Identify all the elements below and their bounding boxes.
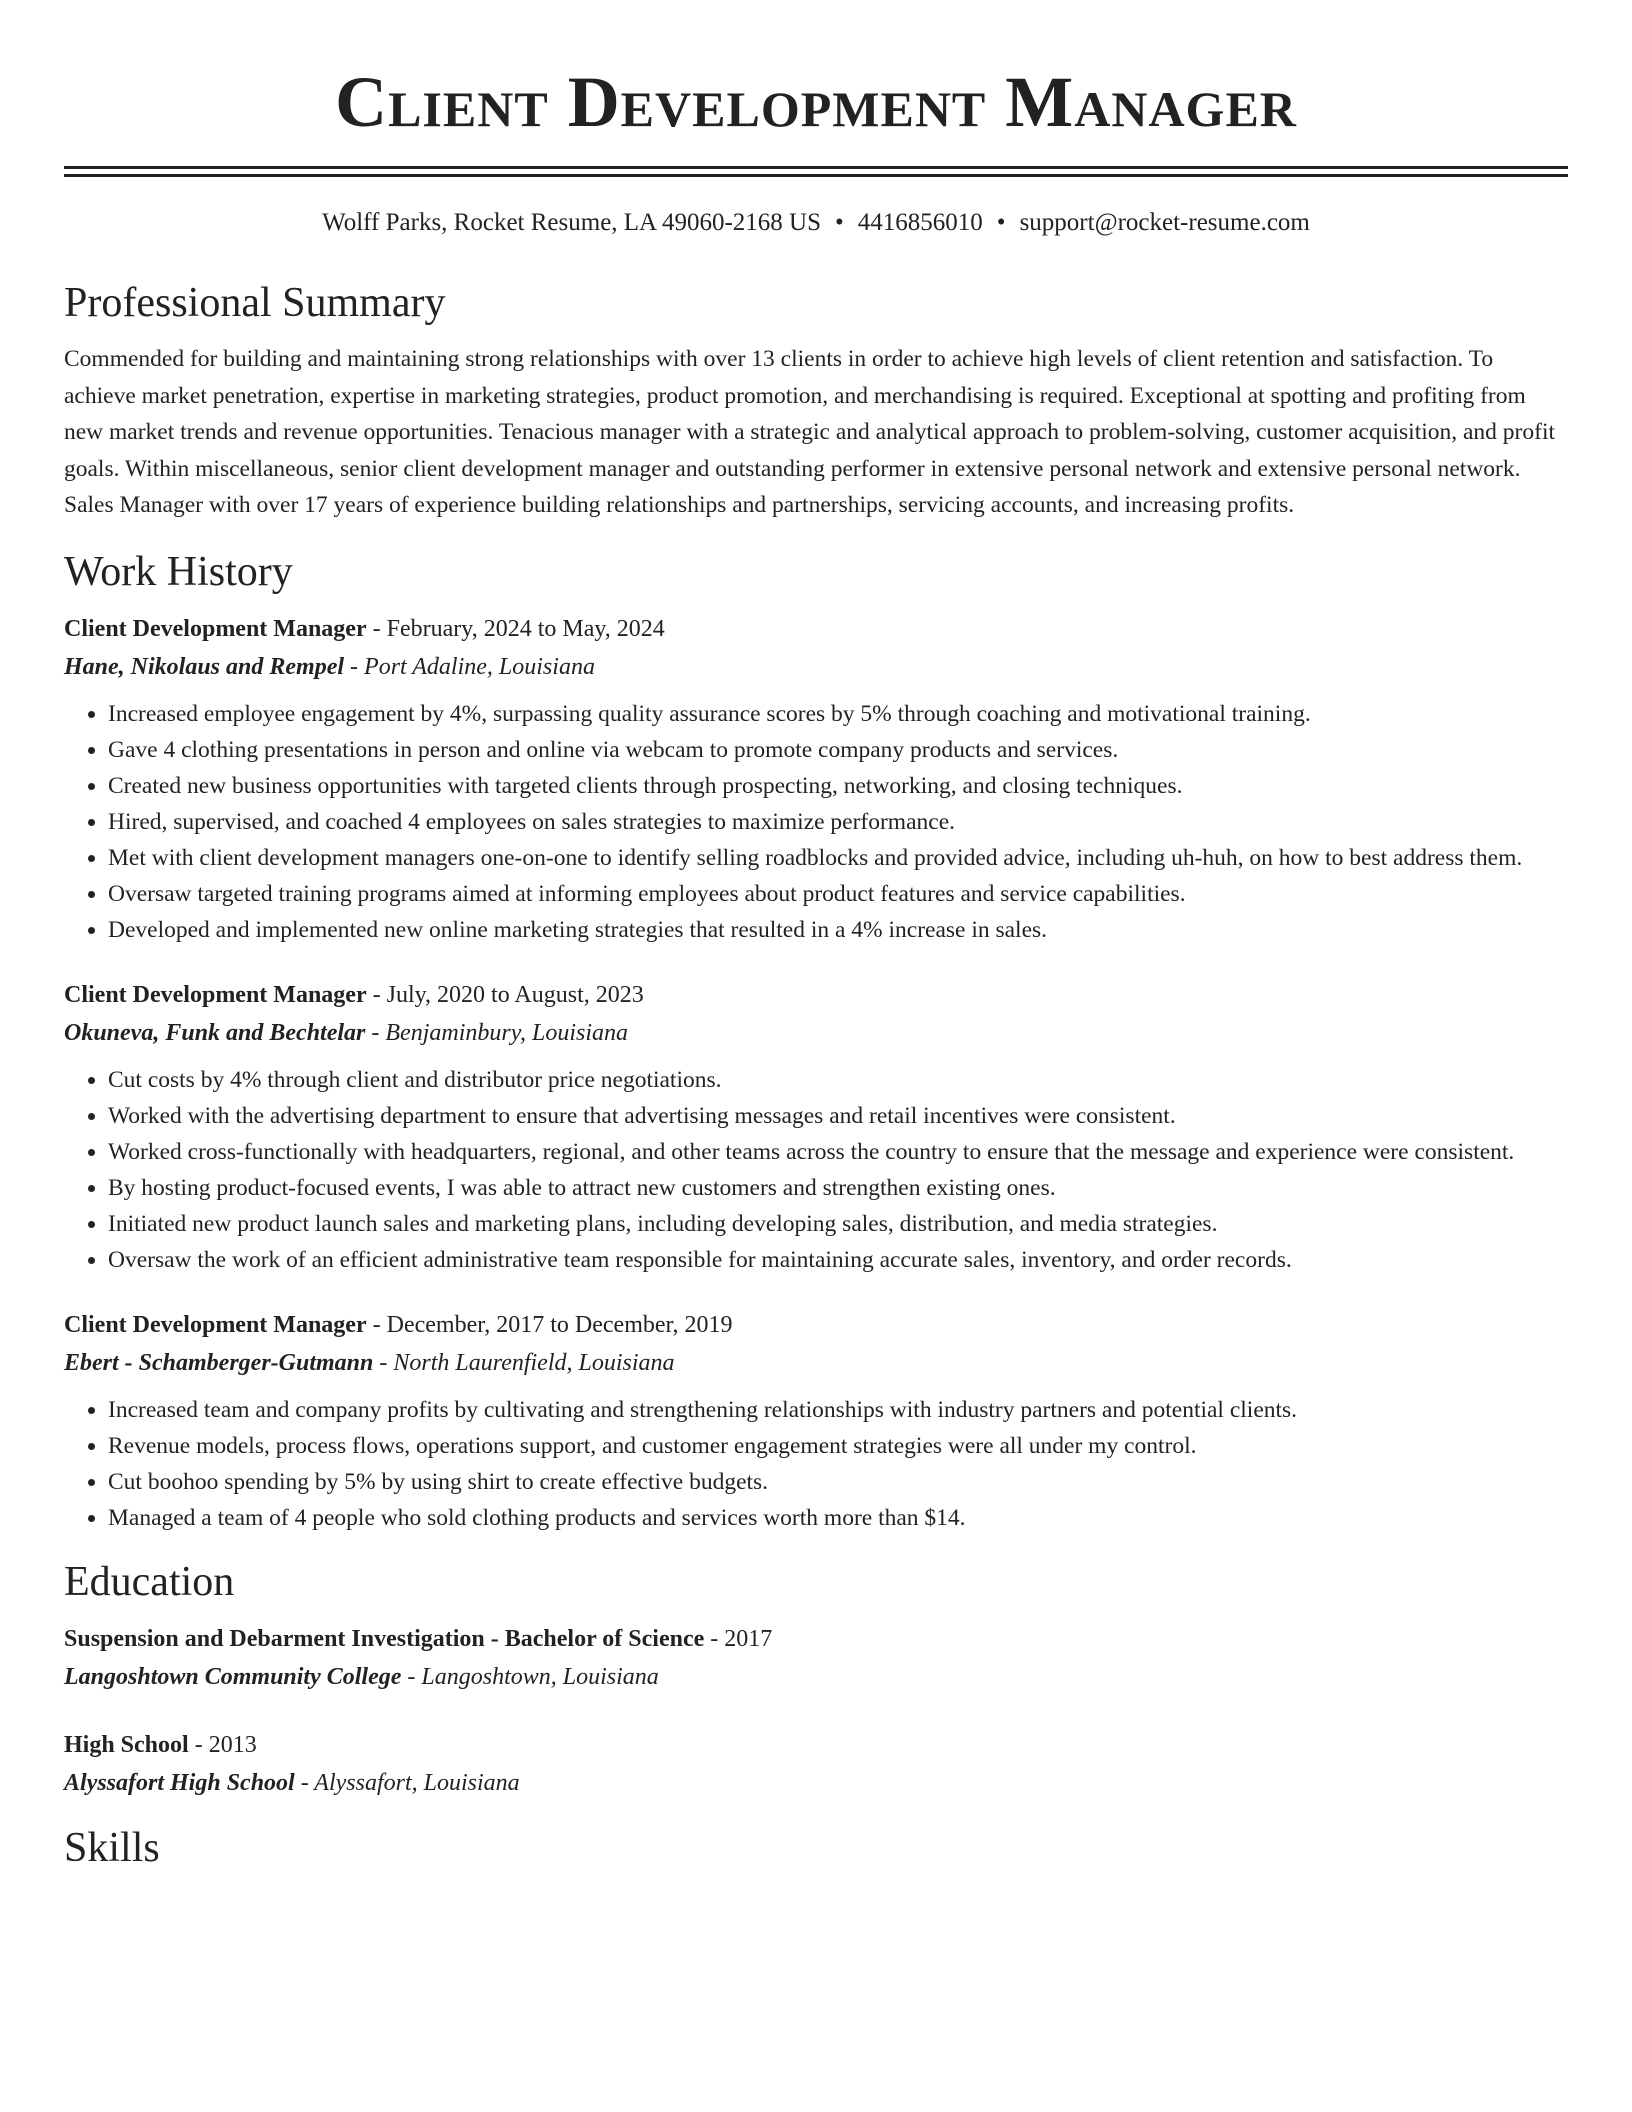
education-location: Langoshtown, Louisiana [421,1663,659,1690]
list-item: • Gave 4 clothing presentations in person and online via webcam to promote company products and services. [108,732,1568,768]
job-company-line [64,1344,1568,1382]
contact-address: Wolff Parks, Rocket Resume, LA 49060-2168 US [322,209,822,236]
list-item: • Revenue models, process flows, operations support, and customer engagement strategies were all under my control. [108,1428,1568,1464]
list-item: • Managed a team of 4 people who sold clothing products and services worth more than $14. [108,1500,1568,1536]
job-location: North Laurenfield, Louisiana [393,1349,675,1376]
job-dates: July, 2020 to August, 2023 [386,981,644,1008]
list-item: • Cut boohoo spending by 5% by using shirt to create effective budgets. [108,1464,1568,1500]
job-bullets [64,696,1568,948]
education-degree: High School [64,1731,189,1758]
job-role: Client Development Manager [64,981,367,1008]
contact-line [64,207,1568,239]
section-title-education: Education [64,1558,235,1605]
job-role: Client Development Manager [64,615,367,642]
education-school: Alyssafort High School [64,1769,295,1796]
dash: - [366,1311,387,1338]
job-role-line [64,1306,1568,1344]
list-item: • Oversaw targeted training programs aimed at informing employees about product features and service capabilities. [108,876,1568,912]
list-item: • By hosting product-focused events, I was able to attract new customers and strengthen existing ones. [108,1170,1568,1206]
job-company: Okuneva, Funk and Bechtelar [64,1019,366,1046]
education-location: Alyssafort, Louisiana [314,1769,520,1796]
section-title-skills: Skills [64,1824,160,1871]
job-entry [64,610,1568,948]
dash: - [373,1349,394,1376]
list-item: • Increased employee engagement by 4%, surpassing quality assurance scores by 5% through coaching and motivational training. [108,696,1568,732]
list-item: • Created new business opportunities with targeted clients through prospecting, networking, and closing techniques. [108,768,1568,804]
contact-phone: 4416856010 [857,209,983,236]
list-item: • Met with client development managers one-on-one to identify selling roadblocks and provided advice, including uh-huh, on how to best address them. [108,840,1568,876]
job-company: Hane, Nikolaus and Rempel [64,653,345,680]
education-entry [64,1620,1568,1696]
job-dates: December, 2017 to December, 2019 [386,1311,733,1338]
dash: - [366,615,387,642]
job-dates: February, 2024 to May, 2024 [386,615,665,642]
education-degree-line [64,1726,1568,1764]
list-item: • Cut costs by 4% through client and distributor price negotiations. [108,1062,1568,1098]
list-item: • Hired, supervised, and coached 4 employees on sales strategies to maximize performance. [108,804,1568,840]
title-divider [64,166,1568,177]
dash: - [294,1769,315,1796]
education-year: 2013 [208,1731,257,1758]
list-item: • Oversaw the work of an efficient administrative team responsible for maintaining accurate sales, inventory, and order records. [108,1242,1568,1278]
job-role: Client Development Manager [64,1311,367,1338]
dash: - [188,1731,209,1758]
list-item: • Increased team and company profits by cultivating and strengthening relationships with industry partners and potential clients. [108,1392,1568,1428]
section-title-work-history: Work History [64,548,293,595]
dash: - [366,981,387,1008]
summary-text: Commended for building and maintaining strong relationships with over 13 clients in order to achieve high levels of client retention and satisfaction. To achieve market penetration, expertise in marketing strategies, product promotion, and merchandising is required. Exceptional at spotting and profiting from new market trends and revenue opportunities. Tenacious manager with a strategic and analytical approach to problem-solving, customer acquisition, and profit goals. Within miscellaneous, senior client development manager and outstanding performer in extensive personal network and extensive personal network. Sales Manager with over 17 years of experience building relationships and partnerships, servicing accounts, and increasing profits. [64,346,1556,518]
dash: - [704,1625,725,1652]
list-item: • Worked with the advertising department to ensure that advertising messages and retail incentives were consistent. [108,1098,1568,1134]
job-bullets [64,1062,1568,1278]
job-company-line [64,1014,1568,1052]
dash: - [365,1019,386,1046]
education-school: Langoshtown Community College [64,1663,402,1690]
job-bullets [64,1392,1568,1536]
job-role-line [64,976,1568,1014]
dash: - [401,1663,422,1690]
contact-separator: • [835,209,844,236]
education-degree-line [64,1620,1568,1658]
job-company: Ebert - Schamberger-Gutmann [64,1349,374,1376]
dash: - [344,653,365,680]
education-degree: Suspension and Debarment Investigation - Bachelor of Science [64,1625,705,1652]
job-entry [64,1306,1568,1536]
list-item: • Worked cross-functionally with headquarters, regional, and other teams across the country to ensure that the message and experience were consistent. [108,1134,1568,1170]
education-school-line [64,1764,1568,1802]
list-item: • Initiated new product launch sales and marketing plans, including developing sales, distribution, and media strategies. [108,1206,1568,1242]
contact-separator: • [996,209,1006,236]
education-year: 2017 [724,1625,773,1652]
education-entry [64,1726,1568,1802]
section-title-summary: Professional Summary [64,280,446,326]
job-entry [64,976,1568,1278]
job-company-line [64,648,1568,686]
education-school-line [64,1658,1568,1696]
page-title: Client Development Manager [335,62,1297,142]
list-item: • Developed and implemented new online marketing strategies that resulted in a 4% increase in sales. [108,912,1568,948]
job-location: Benjaminbury, Louisiana [385,1019,629,1046]
job-role-line [64,610,1568,648]
job-location: Port Adaline, Louisiana [364,653,595,680]
contact-email: support@rocket-resume.com [1019,209,1310,236]
